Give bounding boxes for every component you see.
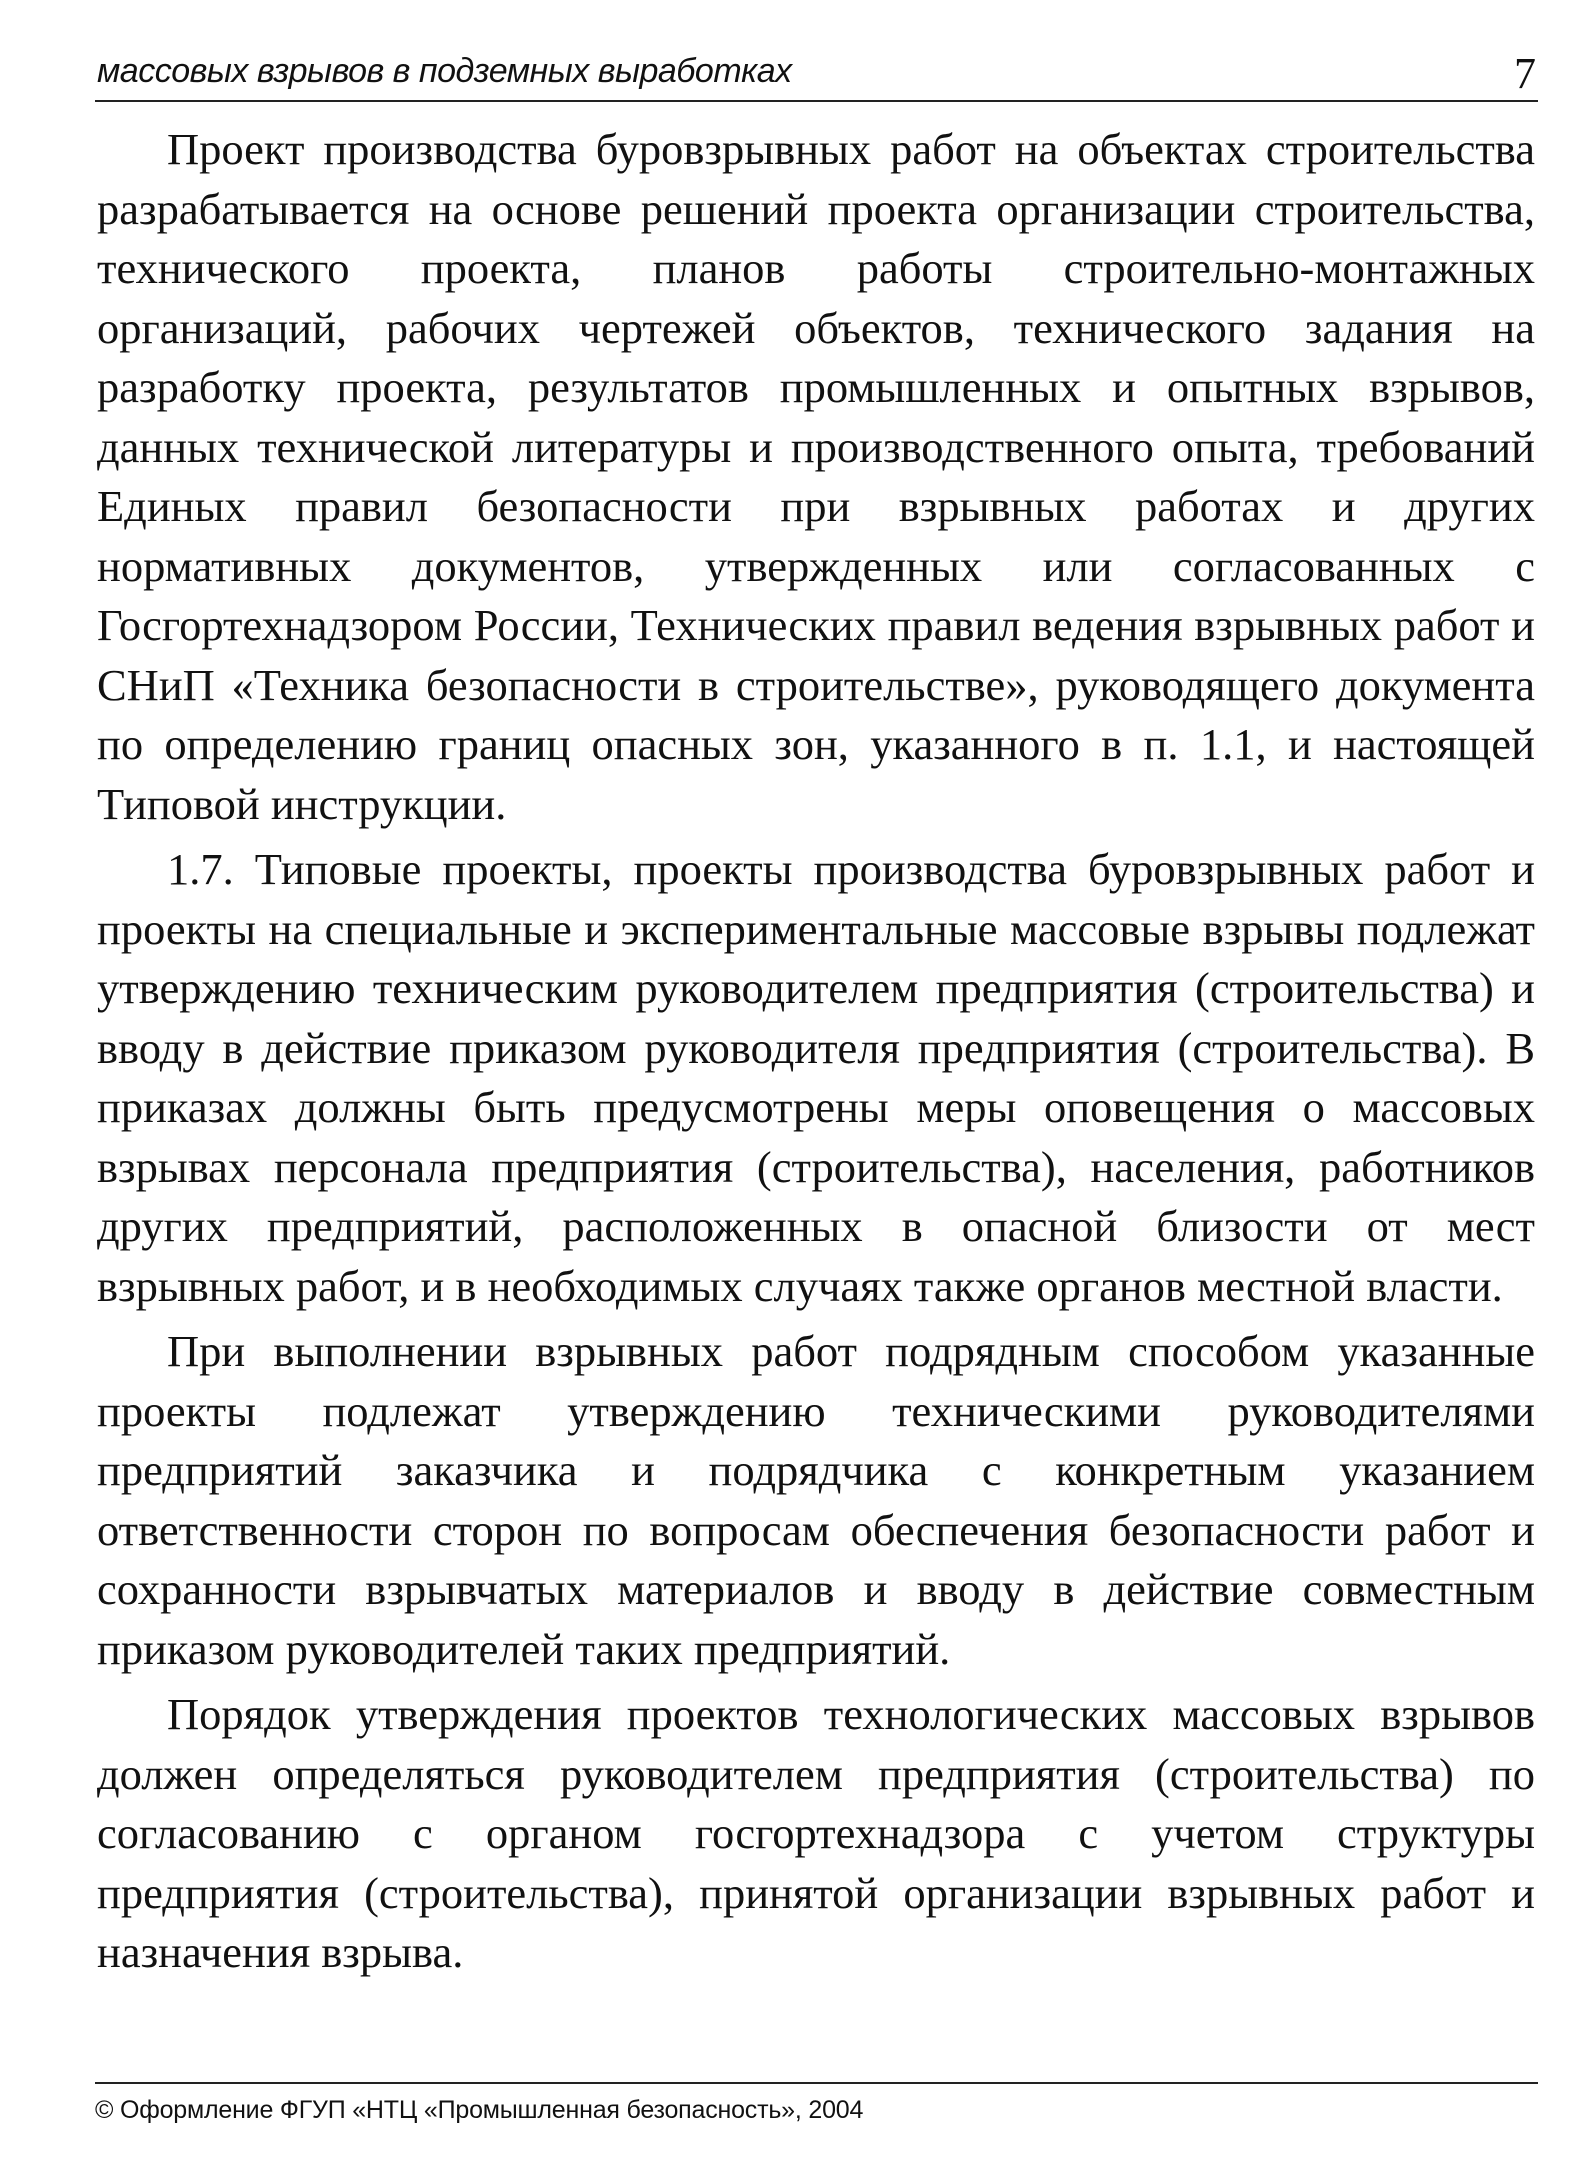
page-number: 7: [1514, 49, 1536, 98]
paragraph: 1.7. Типовые проекты, проекты производства буровзрывных работ и проекты на специальные и экспериментальные массовые взрывы подлежат утверждению техническим руководителем предприятия (строительства) и вводу в действие приказом руководителя предприятия (строительства). В приказах должны быть предусмотрены меры оповещения о массовых взрывах персонала предприятия (строительства), населения, работников других предприятий, расположенных в опасной близости от мест взрывных работ, и в необходимых случаях также органов местной власти.: [97, 844, 1535, 1311]
page-header: [95, 48, 1538, 102]
paragraph: Проект производства буровзрывных работ на объектах строительства разрабатывается на основе решений проекта организации строительства, технического проекта, планов работы строительно-монтажных организаций, рабочих чертежей объектов, технического задания на разработку проекта, результатов промышленных и опытных взрывов, данных технической литературы и производственного опыта, требований Единых правил безопасности при взрывных работах и других нормативных документов, утвержденных или согласованных с Госгортехнадзором России, Технических правил ведения взрывных работ и СНиП «Техника безопасности в строительстве», руководящего документа по определению границ опасных зон, указанного в п. 1.1, и настоящей Типовой инструкции.: [97, 124, 1535, 829]
paragraph: Порядок утверждения проектов технологических массовых взрывов должен определяться руководителем предприятия (строительства) по согласованию с органом госгортехнадзора с учетом структуры предприятия (строительства), принятой организации взрывных работ и назначения взрыва.: [97, 1689, 1535, 1977]
running-title: массовых взрывов в подземных выработках: [97, 52, 792, 90]
paragraph: При выполнении взрывных работ подрядным способом указанные проекты подлежат утверждению техническими руководителями предприятий заказчика и подрядчика с конкретным указанием ответственности сторон по вопросам обеспечения безопасности работ и сохранности взрывчатых материалов и вводу в действие совместным приказом руководителей таких предприятий.: [97, 1326, 1535, 1674]
copyright-notice: © Оформление ФГУП «НТЦ «Промышленная безопасность», 2004: [95, 2096, 864, 2124]
page-footer: [95, 2082, 1538, 2125]
body-text: [97, 120, 1535, 1989]
